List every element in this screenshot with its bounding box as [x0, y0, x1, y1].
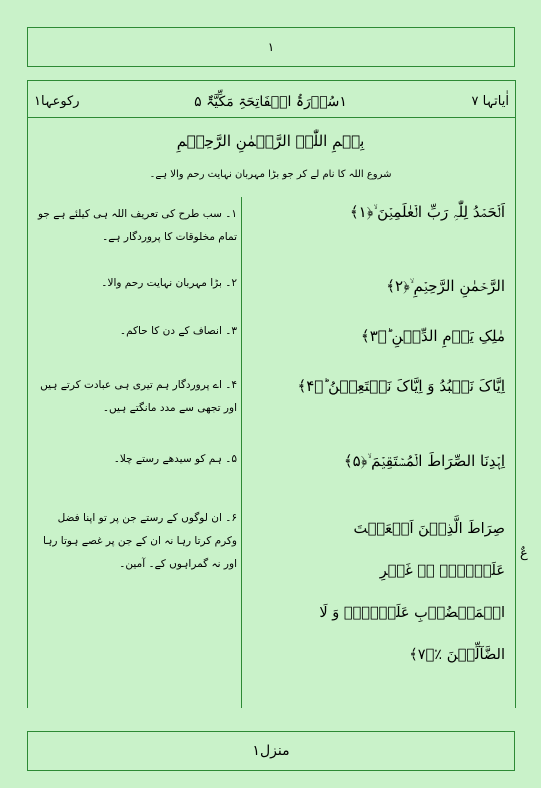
frame-left-line — [27, 80, 28, 708]
header-divider — [27, 117, 515, 118]
verse-5-arabic: اِہۡدِنَا الصِّرَاطَ الۡمُسۡتَقِیۡمَ ۙ﴿۵﴾ — [343, 452, 505, 470]
verse-2-arabic: الرَّحۡمٰنِ الرَّحِیۡمِ ۙ﴿۲﴾ — [386, 277, 505, 295]
surah-title: ۱سُوۡرَۃُ الۡفَاتِحَۃِ مَکِّیَّۃٌ ۵ — [194, 94, 347, 110]
page-number: ١ — [267, 40, 275, 54]
verse-6-translation: ۶۔ ان لوگوں کے رستے جن پر تو اپنا فضل وکرم کرتا رہا نہ ان کے جن پر غصے ہوتا رہا اور نہ گمراہوں کے۔ آمین۔ — [43, 512, 237, 570]
frame-top-line — [27, 80, 515, 81]
bismillah-translation: شروع اللہ کا نام لے کر جو بڑا مہربان نہایت رحم والا ہے۔ — [149, 169, 392, 180]
verse-4-translation: ۴۔ اے پروردگار ہم تیری ہی عبادت کرتے ہیں اور تجھی سے مدد مانگتے ہیں۔ — [40, 379, 237, 414]
verse-3-arabic: مٰلِکِ یَوۡمِ الدِّیۡنِ ؕ﴿۳﴾ — [360, 327, 505, 345]
bismillah: بِسۡمِ اللّٰہِ الرَّحۡمٰنِ الرَّحِیۡمِ — [176, 132, 365, 150]
verse-1-arabic: اَلۡحَمۡدُ لِلّٰہِ رَبِّ الۡعٰلَمِیۡنَ ۙ﴿۱﴾ — [349, 203, 505, 221]
footer-box — [27, 731, 515, 771]
verse-3-translation: ۳۔ انصاف کے دن کا حاکم۔ — [119, 325, 237, 337]
verse-2-translation: ۲۔ بڑا مہربان نہایت رحم والا۔ — [101, 277, 237, 289]
verse-6-arabic: صِرَاطَ الَّذِیۡنَ اَنۡعَمۡتَ عَلَیۡہِمۡ ۙ۬ غَیۡرِ الۡمَغۡضُوۡبِ عَلَیۡہِمۡ وَ لَا الضَّآلِّیۡنَ ٪﴿۷﴾ — [319, 521, 505, 663]
ruku-count: رکوعہا۱ — [34, 94, 80, 109]
verse-4-arabic: اِیَّاکَ نَعۡبُدُ وَ اِیَّاکَ نَسۡتَعِیۡنُ ؕ﴿۴﴾ — [297, 377, 505, 395]
verse-1-translation: ۱۔ سب طرح کی تعریف اللہ ہی کیلئے ہے جو تمام مخلوقات کا پروردگار ہے۔ — [37, 208, 237, 243]
page-number-box — [27, 27, 515, 67]
frame-right-line — [515, 80, 516, 708]
ayat-count: اٰیاتہا ۷ — [471, 94, 509, 109]
ruku-marker: عٌ — [520, 546, 528, 561]
manzil-label: منزل۱ — [252, 743, 290, 759]
column-divider — [241, 197, 242, 708]
verse-5-translation: ۵۔ ہم کو سیدھے رستے چلا۔ — [113, 453, 237, 465]
